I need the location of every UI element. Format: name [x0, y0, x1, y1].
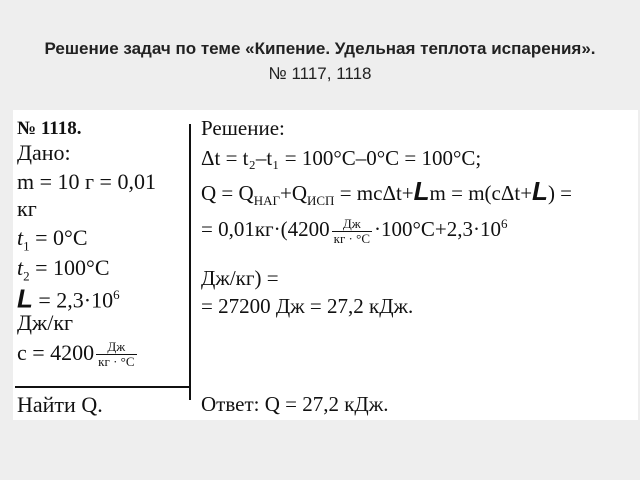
substitution-unit-line: Дж/кг) =	[201, 266, 279, 290]
given-column	[13, 110, 187, 420]
latent-heat-symbol: L	[17, 283, 33, 314]
solution-heading: Решение:	[201, 116, 285, 140]
mass-line: m = 10 г = 0,01	[17, 169, 156, 194]
specific-heat-unit-fraction: $\frac{Дж}{кг \cdot ^\circ C}$	[333, 215, 371, 246]
column-divider	[189, 124, 191, 400]
answer-line: Ответ: Q = 27,2 кДж.	[201, 392, 389, 416]
t1-line: $t_1 = 0^\circ C$	[17, 225, 88, 254]
specific-heat-line: c = 4200 $\frac{Дж}{кг \cdot ^\circ C}$	[17, 339, 135, 370]
latent-heat-line: $L = 2,3\cdot 10^6$	[17, 283, 120, 314]
given-heading: Дано:	[17, 140, 71, 165]
find-divider	[15, 386, 189, 388]
mass-unit: кг	[17, 196, 37, 221]
solution-column	[201, 110, 638, 420]
title-numbers: № 1117, 1118	[268, 64, 372, 83]
title-text: Решение задач по теме «Кипение. Удельная теплота испарения».	[44, 39, 596, 58]
latent-heat-symbol: L	[532, 176, 548, 206]
problem-number: № 1118.	[17, 118, 82, 139]
t2-line: $t_2 = 100^\circ C$	[17, 255, 110, 284]
specific-heat-unit-fraction: $\frac{Дж}{кг \cdot ^\circ C}$	[98, 339, 135, 370]
latent-heat-unit: Дж/кг	[17, 310, 74, 335]
latent-heat-symbol: L	[413, 176, 430, 206]
result-line: = 27200 Дж = 27,2 кДж.	[201, 294, 414, 318]
solution-card	[13, 110, 638, 420]
find-line: Найти Q.	[17, 392, 103, 417]
heat-formula-line: $Q = Q_{НАГ}+Q_{ИСП} = mc\Delta t+Lm = m(c\Delta t+L)$ =	[201, 176, 573, 209]
slide-title	[40, 36, 600, 86]
substitution-line: = 0,01кг·(4200 $\frac{Дж}{кг \cdot ^\circ C}$ $\cdot 100^\circ C+2,3\cdot 10^6$	[201, 215, 508, 246]
delta-t-line: Δt = t₂–t₁ = 100°C–0°C = 100°C;	[201, 146, 482, 170]
